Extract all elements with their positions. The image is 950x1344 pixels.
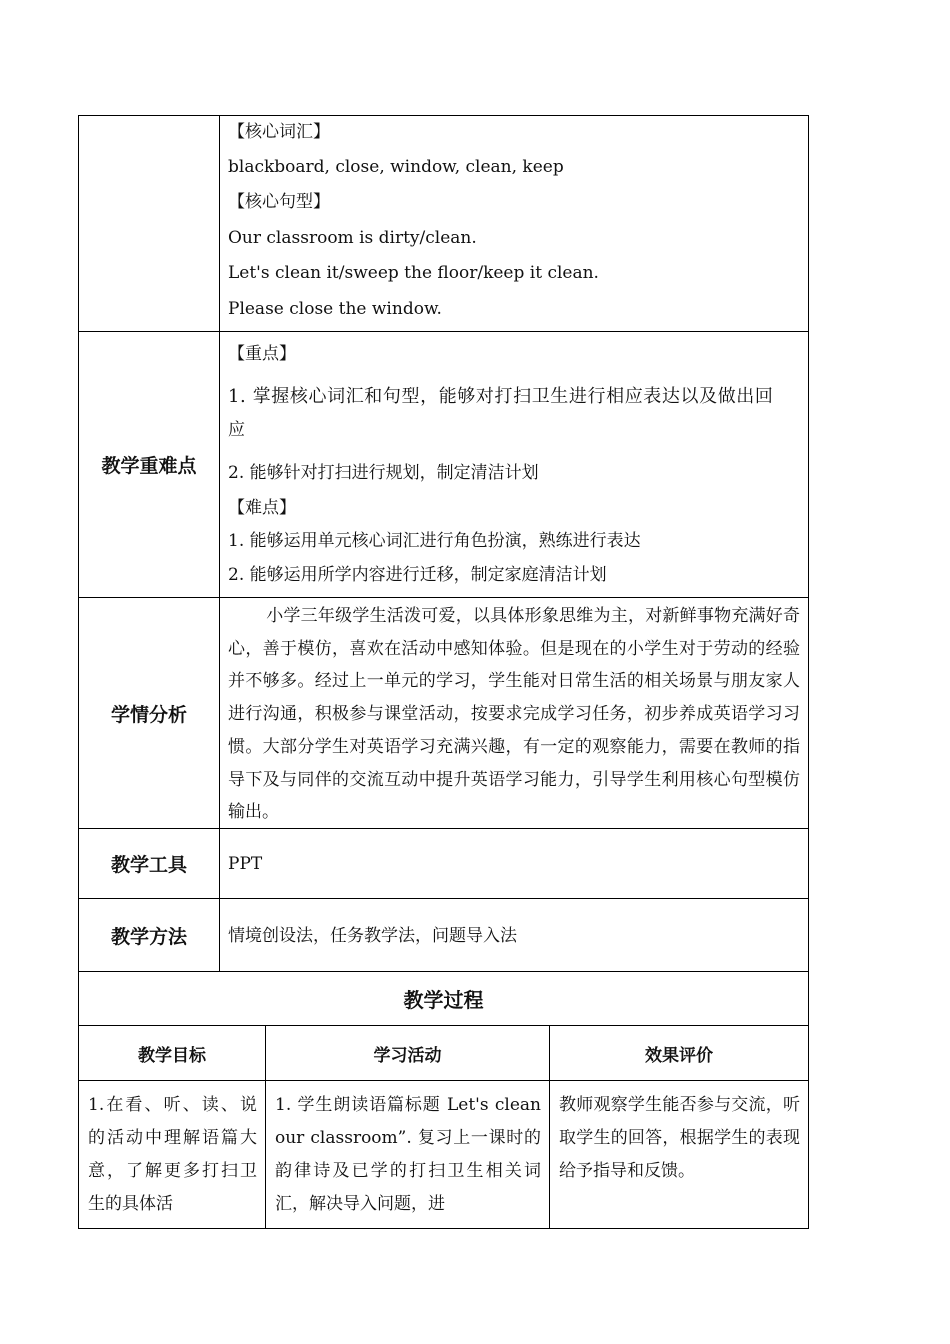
methods-label: 教学方法 xyxy=(79,899,220,971)
tools-row xyxy=(79,828,808,898)
difficulty-item-2: 2. 能够运用所学内容进行迁移，制定家庭清洁计划 xyxy=(228,565,607,585)
analysis-text: 小学三年级学生活泼可爱，以具体形象思维为主，对新鲜事物充满好奇心，善于模仿，喜欢在活动中感知体验。但是现在的小学生对于劳动的经验并不够多。经过上一单元的学习，学生能对日常生活的相关场景与朋友家人进行沟通，积极参与课堂活动，按要求完成学习任务，初步养成英语学习习惯。大部分学生对英语学习充满兴趣，有一定的观察能力，需要在教师的指导下及与同伴的交流互动中提升英语学习能力，引导学生利用核心句型模仿输出。 xyxy=(228,606,800,823)
core-sentence-3: Please close the window. xyxy=(228,299,442,319)
tools-label: 教学工具 xyxy=(79,829,220,898)
analysis-text-block xyxy=(228,600,800,829)
difficulty-title: 【难点】 xyxy=(228,498,296,518)
tools-cell xyxy=(220,829,808,898)
difficulty-item-1: 1. 能够运用单元核心词汇进行角色扮演，熟练进行表达 xyxy=(228,531,641,551)
evaluation-cell: 教师观察学生能否参与交流，听取学生的回答，根据学生的表现给予指导和反馈。 xyxy=(559,1095,800,1181)
core-content-label xyxy=(79,116,220,331)
core-content-cell xyxy=(220,116,808,331)
focus-title: 【重点】 xyxy=(228,344,296,364)
core-sentence-2: Let's clean it/sweep the floor/keep it clean. xyxy=(228,263,599,283)
activity-cell: 1. 学生朗读语篇标题 Let's clean our classroom”. 复习上一课时的韵律诗及已学的打扫卫生相关词汇，解决导入问题，进 xyxy=(275,1095,541,1214)
process-title-row xyxy=(79,971,808,1025)
process-body-row xyxy=(79,1080,808,1229)
core-vocab-title: 【核心词汇】 xyxy=(228,122,330,142)
analysis-cell xyxy=(220,598,808,828)
tools-value: PPT xyxy=(228,854,263,874)
key-points-label: 教学重难点 xyxy=(79,332,220,597)
focus-item-1-cont: 应 xyxy=(228,420,245,440)
key-points-cell xyxy=(220,332,808,597)
focus-item-2: 2. 能够针对打扫进行规划，制定清洁计划 xyxy=(228,463,539,483)
analysis-row xyxy=(79,597,808,828)
methods-row xyxy=(79,898,808,971)
methods-value: 情境创设法，任务教学法，问题导入法 xyxy=(228,926,517,946)
core-sentence-1: Our classroom is dirty/clean. xyxy=(228,228,477,248)
key-points-row xyxy=(79,331,808,597)
lesson-plan-table xyxy=(78,115,809,1229)
process-header-row xyxy=(79,1025,808,1080)
process-title: 教学过程 xyxy=(403,988,484,1012)
header-activity: 学习活动 xyxy=(373,1045,442,1066)
methods-cell xyxy=(220,899,808,971)
core-vocab-list: blackboard, close, window, clean, keep xyxy=(228,157,564,177)
header-objective: 教学目标 xyxy=(138,1045,206,1066)
core-sentence-title: 【核心句型】 xyxy=(228,192,330,212)
analysis-label: 学情分析 xyxy=(79,598,220,828)
header-evaluation: 效果评价 xyxy=(645,1045,713,1066)
focus-item-1: 1. 掌握核心词汇和句型，能够对打扫卫生进行相应表达以及做出回 xyxy=(228,386,774,407)
objective-cell: 1.在看、听、读、说的活动中理解语篇大意，了解更多打扫卫生的具体活 xyxy=(88,1095,257,1214)
core-content-row xyxy=(79,116,808,331)
